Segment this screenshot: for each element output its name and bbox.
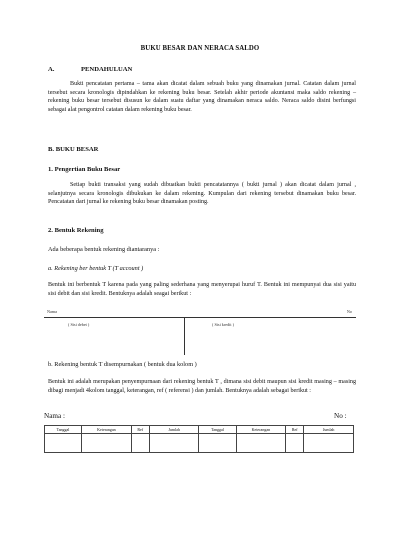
ledger-cell xyxy=(236,434,286,453)
column-header-amount-credit: Jumlah xyxy=(304,426,354,434)
subsection-2-title: 2. Bentuk Rekening xyxy=(48,227,104,234)
column-header-ref-credit: Ref xyxy=(286,426,304,434)
ledger-empty-row xyxy=(45,434,354,453)
ledger-cell xyxy=(286,434,304,453)
ledger-cell xyxy=(45,434,82,453)
t-account-debit-label: ( Sisi debet ) xyxy=(68,322,90,327)
t-account-center-line xyxy=(184,317,185,355)
column-header-description-debit: Keterangan xyxy=(82,426,132,434)
column-header-date-credit: Tanggal xyxy=(199,426,236,434)
t-account-number-label: No xyxy=(346,309,352,314)
document-title: BUKU BESAR DAN NERACA SALDO xyxy=(140,45,260,52)
t-account-title: a. Rekening ber bentuk T (T account ) xyxy=(48,265,144,272)
ledger-cell xyxy=(149,434,199,453)
section-a-letter: A. xyxy=(48,66,55,73)
column-header-amount-debit: Jumlah xyxy=(149,426,199,434)
subsection-1-title: 1. Pengertian Buku Besar xyxy=(48,166,121,173)
two-column-account-title: b. Rekening bentuk T disempurnakan ( bentuk dua kolom ) xyxy=(48,361,197,368)
section-b-title: B. BUKU BESAR xyxy=(48,146,99,153)
t-account-diagram xyxy=(44,309,356,355)
ledger-cell xyxy=(304,434,354,453)
ledger-cell xyxy=(82,434,132,453)
t-account-credit-label: ( Sisi kredit ) xyxy=(212,322,234,327)
column-header-description-credit: Keterangan xyxy=(236,426,286,434)
ledger-cell xyxy=(199,434,236,453)
column-header-ref-debit: Ref xyxy=(131,426,149,434)
column-header-date-debit: Tanggal xyxy=(45,426,82,434)
two-column-account-paragraph: Bentuk ini adalah merupakan penyempurnaan dari rekening bentuk T , dimana sisi debit maupun sisi kredit masing – masing dibagi menjadi 4kolom tanggal, keterangan, ref ( referensi ) dan jumlah. Bentuknya adalah sebagai berikut : xyxy=(48,379,356,394)
t-account-paragraph: Bentuk ini berbentuk T karena pada yang paling sederhana yang menyerupai huruf T. Bentuk ini mempunyai dua sisi yaitu sisi debit dan sisi kredit. Bentuknya adalah seagai berikut : xyxy=(48,282,356,297)
intro-paragraph: Bukti pencatatan pertama – tama akan dicatat dalam sebuah buku yang dinamakan jurnal. Catatan dalam jurnal tersebut secara kronologis dipindahkan ke rekening buku besar. Setelah akhir periode akuntansi maka saldo rekening – rekening buku besar tersebut disusun ke dalam suatu daftar yang dinamakan neraca saldo. Neraca saldo disini berfungsi sebagai alat pengontrol catatan dalam rekening buku besar. xyxy=(48,81,356,113)
subsection-2-intro: Ada beberapa bentuk rekening diantaranya : xyxy=(48,246,160,253)
ledger-number-label: No : xyxy=(334,412,347,420)
section-a-title: PENDAHULUAN xyxy=(81,66,133,73)
ledger-header-row xyxy=(45,426,354,434)
ledger-table xyxy=(44,425,354,453)
ledger-name-label: Nama : xyxy=(44,412,65,420)
t-account-name-label: Nama xyxy=(47,309,57,314)
subsection-1-paragraph: Setiap bukti transaksi yang sudah dibuatkan bukti pencatatannya ( bukti jurnal ) akan dicatat dalam jurnal , selanjutnya secara kronologis dibukukan ke dalam rekening. Kumpulan dari rekening tersebut dinamakan buku besar. Pencatatan dari jurnal ke rekening buku besar dinamakan posting. xyxy=(48,182,356,206)
t-account-top-line xyxy=(44,317,356,318)
ledger-cell xyxy=(131,434,149,453)
